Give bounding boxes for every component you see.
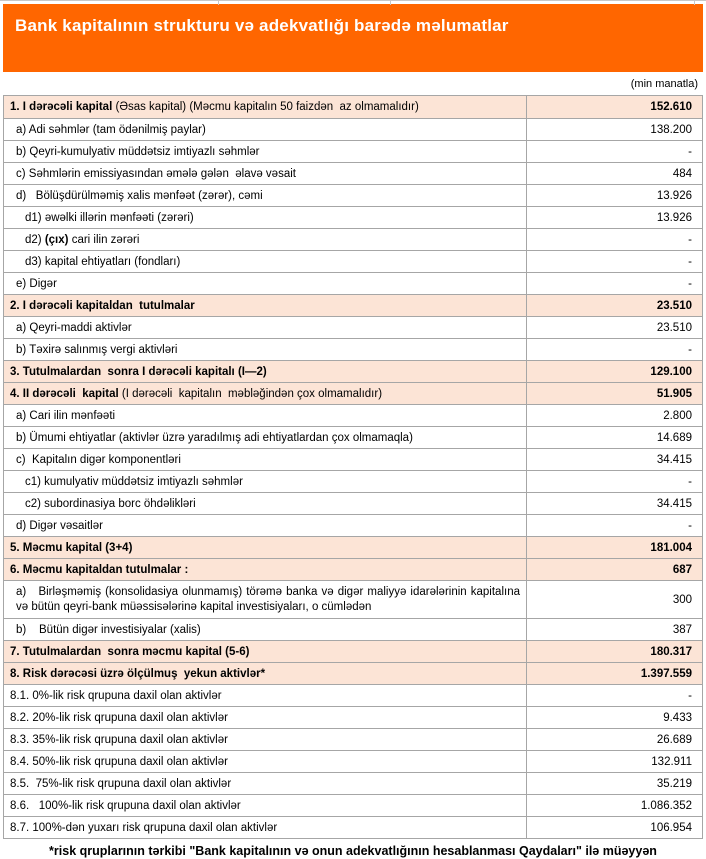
table-row (4, 580, 702, 618)
row-label (4, 817, 526, 838)
page-title: Bank kapitalının strukturu və adekvatlığı barədə məlumatlar (15, 16, 509, 35)
row-label (4, 229, 526, 250)
row-label-segment: d2) (25, 233, 45, 246)
row-value: 2.800 (526, 405, 702, 426)
row-label-segment: c) Kapitalın digər komponentləri (16, 453, 181, 466)
row-label-segment: 8.3. 35%-lik risk qrupuna daxil olan aktivlər (10, 733, 228, 746)
row-label-segment: 5. Məcmu kapital (3+4) (10, 541, 133, 554)
row-label (4, 427, 526, 448)
row-value: 23.510 (526, 295, 702, 316)
table-row (4, 558, 702, 580)
row-label-segment: c1) kumulyativ müddətsiz imtiyazlı səhmlər (25, 475, 243, 488)
row-value: 1.086.352 (526, 795, 702, 816)
row-label (4, 251, 526, 272)
row-value: - (526, 141, 702, 162)
row-value: 26.689 (526, 729, 702, 750)
row-label-segment: (I dərəcəli kapitalın məbləğindən çox olmamalıdır) (121, 387, 383, 400)
row-value: 13.926 (526, 185, 702, 206)
row-label (4, 493, 526, 514)
table-row (4, 338, 702, 360)
row-value: 181.004 (526, 537, 702, 558)
table-row (4, 492, 702, 514)
row-label (4, 185, 526, 206)
table-row (4, 96, 702, 118)
row-label-segment: 8. Risk dərəcəsi üzrə ölçülmuş yekun aktivlər* (10, 667, 266, 680)
row-label-segment: d) Bölüşdürülməmiş xalis mənfəət (zərər), cəmi (16, 189, 263, 202)
row-label-segment: b) Qeyri-kumulyativ müddətsiz imtiyazlı səhmlər (16, 145, 260, 158)
row-value: - (526, 471, 702, 492)
row-label (4, 707, 526, 728)
row-label (4, 207, 526, 228)
row-value: - (526, 229, 702, 250)
row-value: - (526, 273, 702, 294)
footnote: *risk qruplarının tərkibi "Bank kapitalının və onun adekvatlığının hesablanması Qaydaları" ilə müəyyən (49, 844, 657, 858)
row-label (4, 471, 526, 492)
table-row (4, 294, 702, 316)
gridline-tick (694, 1, 695, 5)
row-value: 687 (526, 559, 702, 580)
table-row (4, 448, 702, 470)
table-row (4, 206, 702, 228)
row-label (4, 729, 526, 750)
row-value: 51.905 (526, 383, 702, 404)
row-value: 387 (526, 619, 702, 640)
row-label-segment: a) Adi səhmlər (tam ödənilmiş paylar) (16, 123, 206, 136)
row-label-segment: 3. Tutulmalardan sonra I dərəcəli kapitalı (I—2) (10, 365, 267, 378)
row-label-segment: a) Birləşməmiş (konsolidasiya olunmamış) törəmə banka və digər maliyyə idarələrinin kapitalına və bütün qeyri-bank müəssisələrinə kapital investisiyaları, o cümlədən (16, 586, 524, 613)
row-value: - (526, 685, 702, 706)
row-value: - (526, 251, 702, 272)
row-label (4, 537, 526, 558)
row-value: 300 (526, 581, 702, 618)
row-label (4, 795, 526, 816)
row-value: 14.689 (526, 427, 702, 448)
row-value: 9.433 (526, 707, 702, 728)
row-label-segment: 8.4. 50%-lik risk qrupuna daxil olan aktivlər (10, 755, 228, 768)
row-label-segment: b) Təxirə salınmış vergi aktivləri (16, 343, 178, 356)
row-value: 34.415 (526, 493, 702, 514)
table-row (4, 162, 702, 184)
row-label-segment: e) Digər (16, 277, 57, 290)
row-label (4, 383, 526, 404)
table-row (4, 426, 702, 448)
row-label-segment: d) Digər vəsaitlər (16, 519, 103, 532)
row-label (4, 663, 526, 684)
table-row (4, 514, 702, 536)
row-label (4, 751, 526, 772)
table-row (4, 140, 702, 162)
table-row (4, 228, 702, 250)
row-label-segment: cari ilin zərəri (68, 233, 140, 246)
row-label (4, 449, 526, 470)
row-label (4, 339, 526, 360)
row-label-segment: d1) əwəlki illərin mənfəəti (zərəri) (25, 211, 194, 224)
row-label (4, 773, 526, 794)
table-row (4, 382, 702, 404)
table-row (4, 750, 702, 772)
table-row (4, 272, 702, 294)
row-label (4, 163, 526, 184)
table-row (4, 640, 702, 662)
row-label-segment: c2) subordinasiya borc öhdəlikləri (25, 497, 196, 510)
row-label-segment: 4. II dərəcəli kapital (10, 387, 122, 400)
row-value: 35.219 (526, 773, 702, 794)
title-banner (3, 4, 703, 72)
row-value: 13.926 (526, 207, 702, 228)
row-label-segment: (Əsas kapital) (Məcmu kapitalın 50 faizdən az olmamalıdır) (115, 101, 419, 113)
table-row (4, 794, 702, 816)
row-value: 132.911 (526, 751, 702, 772)
gridline-tick (218, 1, 219, 5)
row-value: - (526, 515, 702, 536)
row-label (4, 317, 526, 338)
table-row (4, 360, 702, 382)
row-label (4, 405, 526, 426)
spreadsheet-gridline-strip (0, 0, 706, 4)
row-label (4, 96, 526, 118)
row-label (4, 273, 526, 294)
row-label-segment: 7. Tutulmalardan sonra məcmu kapital (5-6) (10, 645, 250, 658)
row-value: 484 (526, 163, 702, 184)
table-row (4, 184, 702, 206)
row-label-segment: 1. I dərəcəli kapital (10, 101, 116, 113)
row-label-segment: 8.7. 100%-dən yuxarı risk qrupuna daxil olan aktivlər (10, 821, 278, 834)
capital-table (3, 95, 703, 839)
row-label-segment: b) Ümumi ehtiyatlar (aktivlər üzrə yaradılmış adi ehtiyatlardan çox olmamaqla) (16, 431, 413, 444)
row-label-segment: 6. Məcmu kapitaldan tutulmalar : (10, 563, 189, 576)
row-label-segment: a) Cari ilin mənfəəti (16, 409, 116, 422)
row-label (4, 619, 526, 640)
row-value: 23.510 (526, 317, 702, 338)
row-label-segment: 2. I dərəcəli kapitaldan tutulmalar (10, 299, 195, 312)
row-label (4, 515, 526, 536)
table-row (4, 706, 702, 728)
row-value: 1.397.559 (526, 663, 702, 684)
row-value: 138.200 (526, 119, 702, 140)
row-label (4, 685, 526, 706)
table-row (4, 250, 702, 272)
table-row (4, 662, 702, 684)
row-label-segment: (çıx) (44, 233, 69, 246)
row-label-segment: b) Bütün digər investisiyalar (xalis) (16, 623, 201, 636)
row-label (4, 119, 526, 140)
row-label (4, 641, 526, 662)
row-label-segment: 8.2. 20%-lik risk qrupuna daxil olan aktivlər (10, 711, 228, 724)
table-row (4, 684, 702, 706)
row-label-segment: 8.1. 0%-lik risk qrupuna daxil olan aktivlər (10, 689, 222, 702)
row-label-segment: 8.6. 100%-lik risk qrupuna daxil olan aktivlər (10, 799, 241, 812)
table-row (4, 118, 702, 140)
row-label (4, 361, 526, 382)
row-value: 152.610 (526, 96, 702, 118)
table-row (4, 728, 702, 750)
table-row (4, 772, 702, 794)
row-label (4, 295, 526, 316)
row-label (4, 581, 526, 618)
gridline-tick (390, 1, 391, 5)
table-row (4, 404, 702, 426)
table-row (4, 618, 702, 640)
row-label-segment: d3) kapital ehtiyatları (fondları) (25, 255, 181, 268)
row-label-segment: a) Qeyri-maddi aktivlər (16, 321, 132, 334)
row-value: 106.954 (526, 817, 702, 838)
row-value: 129.100 (526, 361, 702, 382)
row-label (4, 141, 526, 162)
table-row (4, 816, 702, 838)
row-label-segment: c) Səhmlərin emissiyasından əmələ gələn əlavə vəsait (16, 167, 296, 180)
row-label (4, 559, 526, 580)
row-label-segment: 8.5. 75%-lik risk qrupuna daxil olan aktivlər (10, 777, 232, 790)
table-row (4, 536, 702, 558)
row-value: 34.415 (526, 449, 702, 470)
table-row (4, 470, 702, 492)
row-value: 180.317 (526, 641, 702, 662)
row-value: - (526, 339, 702, 360)
table-row (4, 316, 702, 338)
unit-note: (min manatla) (630, 78, 698, 90)
